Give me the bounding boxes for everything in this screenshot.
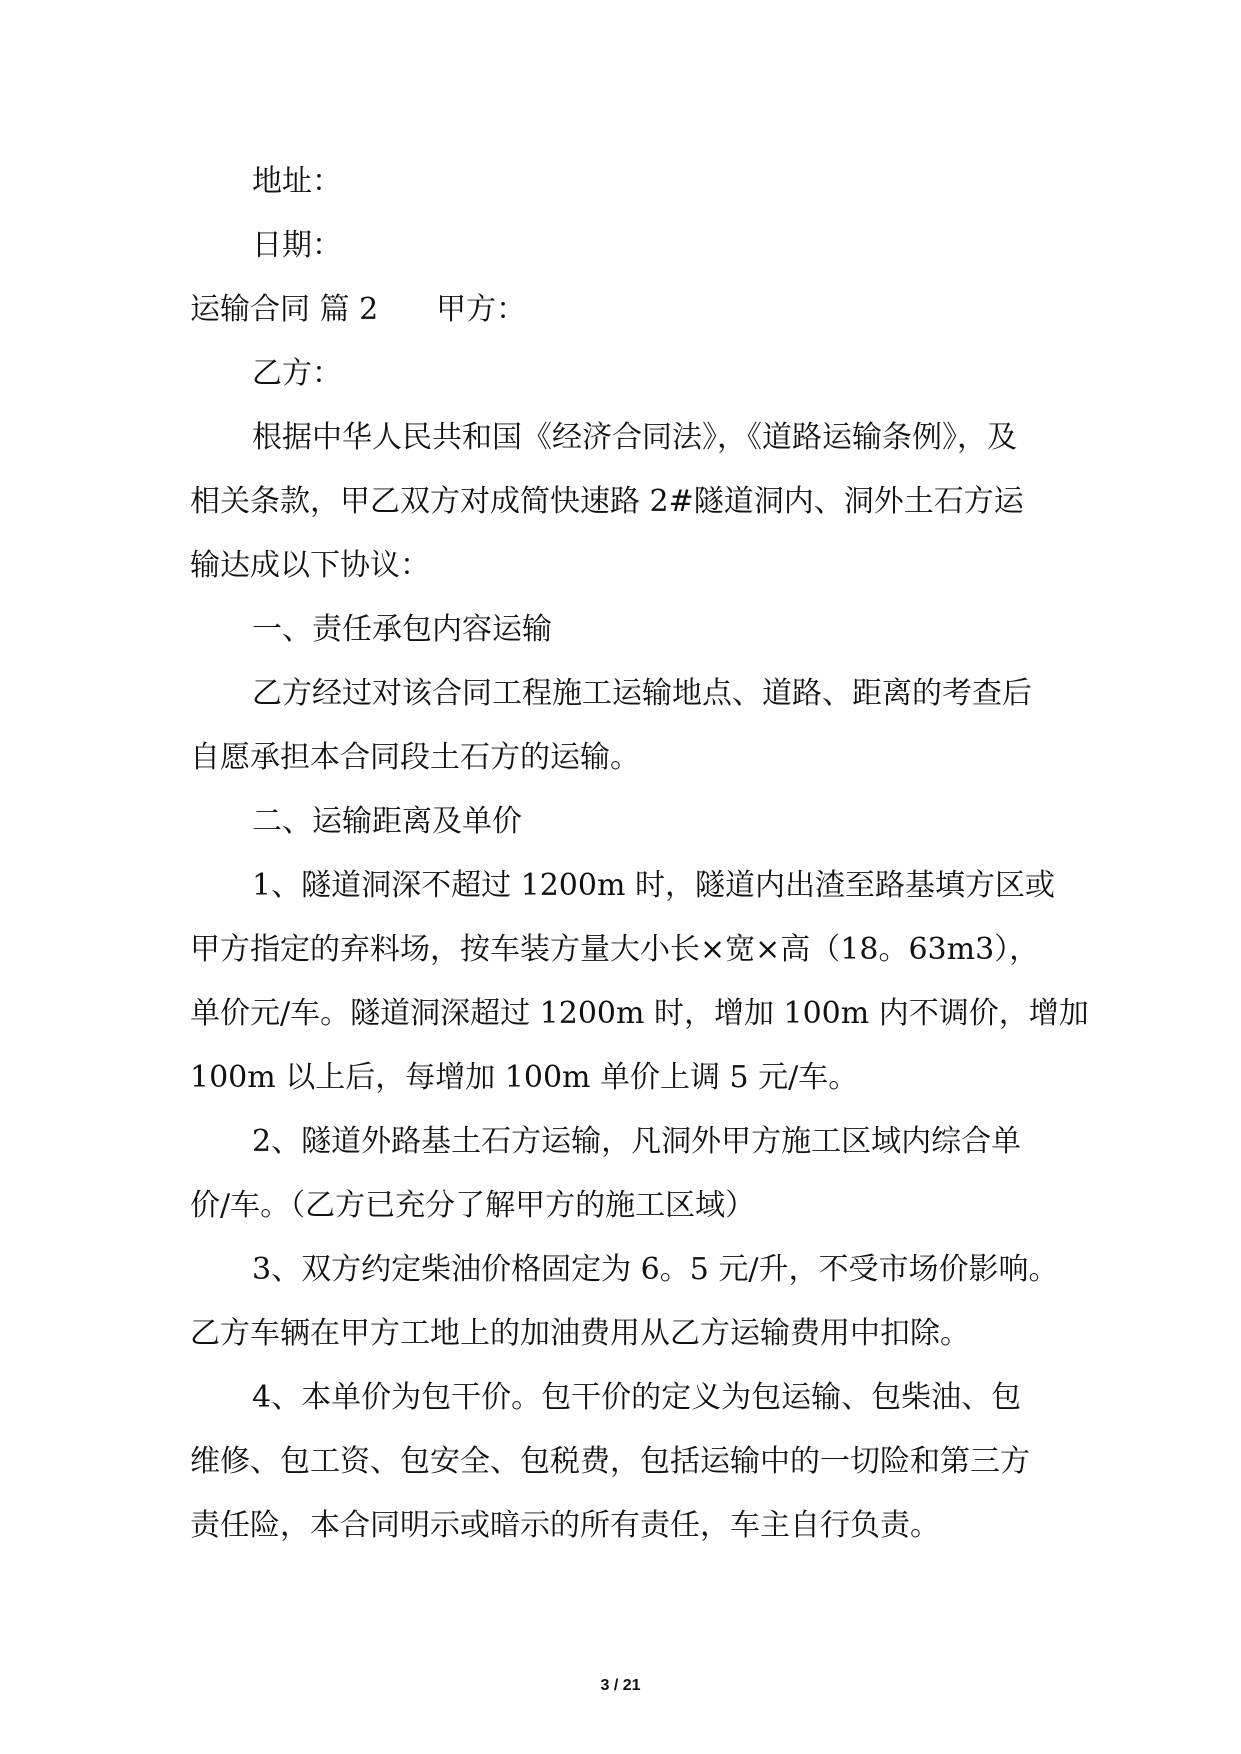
- party-a-label: 甲方：: [436, 292, 527, 327]
- page-number: 3 / 21: [600, 1677, 641, 1694]
- paragraph-line: 维修、包工资、包安全、包税费，包括运输中的一切险和第三方: [190, 1444, 1030, 1479]
- address-line: 地址：: [252, 164, 342, 199]
- paragraph-line: 价/车。（乙方已充分了解甲方的施工区域）: [190, 1188, 756, 1223]
- paragraph-line: 输达成以下协议：: [190, 548, 430, 583]
- paragraph-line: 4、本单价为包干价。包干价的定义为包运输、包柴油、包: [252, 1380, 1022, 1415]
- paragraph-line: 根据中华人民共和国《经济合同法》，《道路运输条例》，及: [252, 420, 1017, 455]
- paragraph-line: 甲方指定的弃料场，按车装方量大小长×宽×高（18。63m3），: [190, 932, 1040, 967]
- paragraph-line: 单价元/车。隧道洞深超过 1200m 时，增加 100m 内不调价，增加: [190, 996, 1089, 1031]
- contract-heading-line: [190, 290, 526, 330]
- party-b-label: 乙方：: [252, 356, 342, 391]
- section-heading: 二、运输距离及单价: [252, 804, 522, 839]
- paragraph-line: 责任险，本合同明示或暗示的所有责任，车主自行负责。: [190, 1508, 940, 1543]
- paragraph-line: 自愿承担本合同段土石方的运输。: [190, 740, 640, 775]
- paragraph-line: 3、双方约定柴油价格固定为 6。5 元/升，不受市场价影响。: [252, 1252, 1059, 1287]
- paragraph-line: 乙方经过对该合同工程施工运输地点、道路、距离的考查后: [252, 676, 1032, 711]
- contract-title: 运输合同 篇 2: [190, 292, 379, 327]
- paragraph-line: 2、隧道外路基土石方运输，凡洞外甲方施工区域内综合单: [252, 1124, 1022, 1159]
- paragraph-line: 100m 以上后，每增加 100m 单价上调 5 元/车。: [190, 1060, 859, 1095]
- paragraph-line: 1、隧道洞深不超过 1200m 时，隧道内出渣至路基填方区或: [252, 868, 1055, 903]
- paragraph-line: 相关条款，甲乙双方对成简快速路 2#隧道洞内、洞外土石方运: [190, 484, 1024, 519]
- paragraph-line: 乙方车辆在甲方工地上的加油费用从乙方运输费用中扣除。: [190, 1316, 970, 1351]
- date-line: 日期：: [252, 228, 342, 263]
- section-heading: 一、责任承包内容运输: [252, 612, 552, 647]
